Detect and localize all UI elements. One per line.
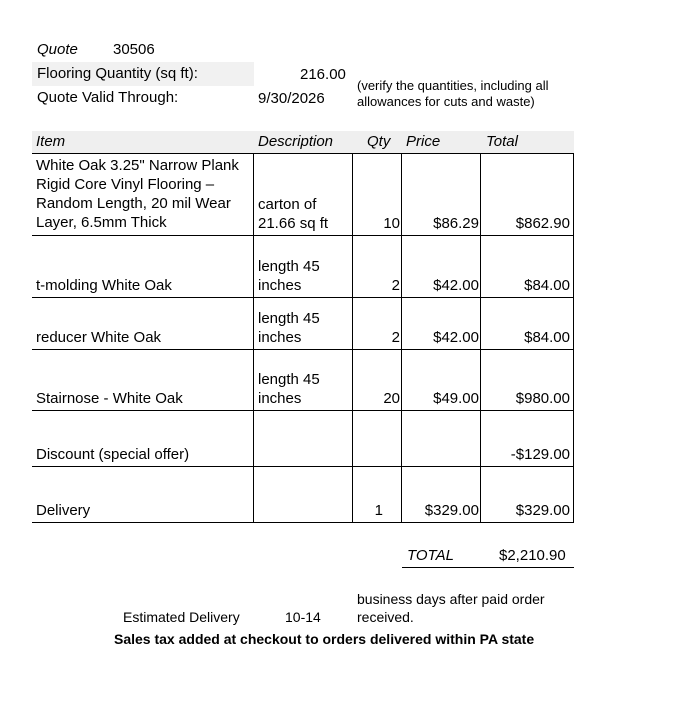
total-label: TOTAL [407, 547, 454, 564]
description-line: carton of [258, 196, 317, 213]
total-cell: $84.00 [524, 329, 570, 346]
total-cell: $862.90 [515, 215, 570, 232]
qty-cell: 20 [383, 390, 400, 407]
quote-number: 30506 [113, 41, 155, 58]
price-cell: $329.00 [424, 502, 479, 519]
qty-cell: 2 [391, 277, 400, 294]
total-cell: -$129.00 [510, 446, 570, 463]
description-line: inches [258, 277, 302, 294]
item-cell: reducer White Oak [36, 329, 162, 346]
total-cell: $980.00 [515, 390, 570, 407]
item-cell [36, 156, 239, 232]
description-line: 21.66 sq ft [258, 215, 329, 232]
description-line: length 45 [258, 371, 320, 388]
total-underline [402, 567, 574, 568]
description-cell [258, 195, 328, 233]
valid-through-value: 9/30/2026 [258, 90, 325, 107]
total-cell: $84.00 [524, 277, 570, 294]
header-item: Item [36, 133, 66, 150]
price-cell: $42.00 [433, 277, 479, 294]
qty-cell: 10 [383, 215, 400, 232]
total-cell: $329.00 [515, 502, 570, 519]
delivery-note-line1: business days after paid order [357, 591, 545, 607]
table-row [32, 236, 574, 298]
item-cell: Delivery [36, 502, 91, 519]
valid-through-label: Quote Valid Through: [37, 89, 179, 106]
tax-note: Sales tax added at checkout to orders delivered within PA state [114, 631, 535, 647]
header-price: Price [406, 133, 441, 150]
header-total: Total [486, 133, 518, 150]
description-line: length 45 [258, 258, 320, 275]
table-row [32, 467, 574, 523]
flooring-quantity-value: 216.00 [300, 66, 346, 83]
item-cell: t-molding White Oak [36, 277, 172, 294]
verify-note-line2: allowances for cuts and waste) [357, 94, 535, 109]
description-line: inches [258, 390, 302, 407]
table-row [32, 154, 574, 236]
flooring-quantity-label: Flooring Quantity (sq ft): [37, 65, 198, 82]
total-value: $2,210.90 [499, 547, 566, 564]
price-cell: $86.29 [433, 215, 479, 232]
delivery-note-line2: received. [357, 609, 414, 625]
header-description: Description [258, 133, 334, 150]
item-cell: Discount (special offer) [36, 446, 190, 463]
quote-label: Quote [37, 41, 78, 58]
verify-note-line1: (verify the quantities, including all [357, 78, 549, 93]
item-line: Layer, 6.5mm Thick [36, 214, 167, 231]
description-cell [258, 257, 320, 295]
item-line: Rigid Core Vinyl Flooring – [36, 176, 215, 193]
item-line: Random Length, 20 mil Wear [36, 195, 231, 212]
item-line: White Oak 3.25" Narrow Plank [36, 157, 239, 174]
estimated-delivery-days: 10-14 [285, 609, 321, 625]
estimated-delivery-label: Estimated Delivery [123, 609, 240, 625]
table-header [32, 131, 574, 154]
table-row [32, 411, 574, 467]
table-row [32, 298, 574, 350]
description-line: length 45 [258, 310, 320, 327]
header-qty: Qty [367, 133, 391, 150]
description-cell [258, 309, 320, 347]
qty-cell: 1 [374, 502, 383, 519]
qty-cell: 2 [391, 329, 400, 346]
description-cell [258, 370, 320, 408]
table-row [32, 350, 574, 411]
price-cell: $49.00 [433, 390, 479, 407]
description-line: inches [258, 329, 302, 346]
price-cell: $42.00 [433, 329, 479, 346]
item-cell: Stairnose - White Oak [36, 390, 183, 407]
